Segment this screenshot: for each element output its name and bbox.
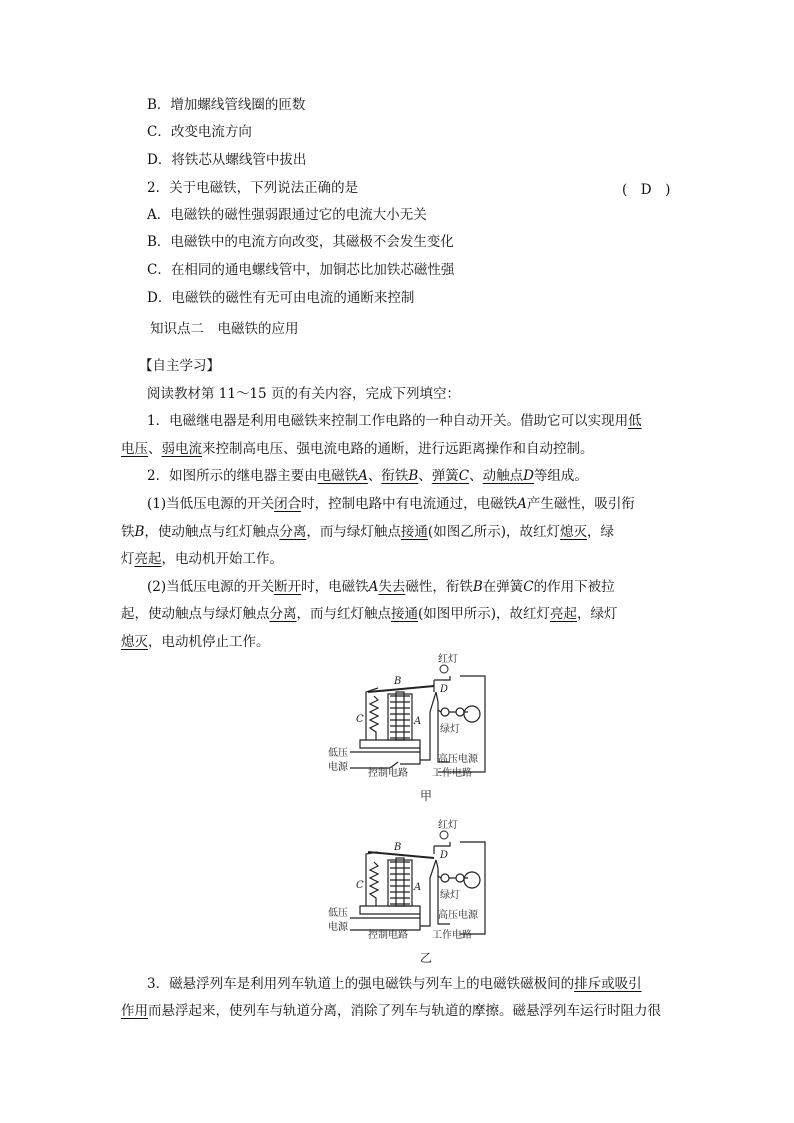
q2-option-d: D．电磁铁的磁性有无可由电流的通断来控制 [147,290,415,306]
blank-repel-or-attract-cont: 作用 [121,1003,148,1019]
label-work-circuit: 工作电路 [432,930,472,941]
blank-spring: 弹簧C [431,468,470,484]
option-d: D．将铁芯从螺线管中拔出 [147,152,307,168]
q2-option-a: A．电磁铁的磁性强弱跟通过它的电流大小无关 [147,207,427,223]
paragraph-4-line-2: 起，使动触点与绿灯触点分离，而与红灯触点接通(如图甲所示)，故红灯亮起，绿灯 [121,606,618,622]
blank-connect-1: 接通 [400,524,428,540]
relay-diagram-jia [320,652,510,812]
blank-weak-current: 弱电流 [161,441,202,457]
blank-armature: 衔铁B [381,468,419,484]
label-red-lamp: 红灯 [438,820,458,831]
label-b: B [394,676,402,687]
label-d: D [440,684,449,695]
q2-option-c: C．在相同的通电螺线管中，加铜芯比加铁芯磁性强 [147,262,455,278]
blank-separate-2: 分离 [269,606,297,622]
paragraph-3-line-3: 灯亮起，电动机开始工作。 [121,551,283,567]
paragraph-1-line-1: 1．电磁继电器是利用电磁铁来控制工作电路的一种自动开关。借助它可以实现用低 [147,413,642,429]
label-work-circuit: 工作电路 [432,768,472,779]
paragraph-1-line-2: 电压、弱电流来控制高电压、强电流电路的通断，进行远距离操作和自动控制。 [121,441,594,457]
label-a: A [414,882,422,893]
blank-off-1: 熄灭 [559,524,587,540]
label-high-voltage: 高压电源 [438,754,478,765]
question-2-answer: ( D ) [622,182,671,198]
label-low-voltage-2: 电源 [328,922,348,933]
paragraph-5-line-2: 作用而悬浮起来，使列车与轨道分离，消除了列车与轨道的摩擦。磁悬浮列车运行时阻力很 [121,1003,661,1019]
label-low-voltage-1: 低压 [328,908,348,919]
label-c: C [356,880,364,891]
label-c: C [356,714,364,725]
q2-option-b: B．电磁铁中的电流方向改变，其磁极不会发生变化 [147,234,454,250]
blank-lose: 失去 [378,579,406,595]
blank-repel-or-attract: 排斥或吸引 [574,976,642,992]
label-control-circuit: 控制电路 [368,768,408,779]
paragraph-2: 2．如图所示的继电器主要由电磁铁A、衔铁B、弹簧C、动触点D等组成。 [147,468,588,484]
blank-contact: 动触点D [482,468,534,484]
blank-voltage: 电压 [121,441,148,457]
label-green-lamp: 绿灯 [440,724,460,735]
blank-closed: 闭合 [274,496,302,512]
figure-caption-yi: 乙 [420,951,433,965]
paragraph-4-line-3: 熄灭，电动机停止工作。 [121,634,270,650]
blank-on-2: 亮起 [550,606,578,622]
blank-open: 断开 [274,579,302,595]
blank-connect-2: 接通 [391,606,418,622]
label-high-voltage: 高压电源 [438,910,478,921]
intro-text: 阅读教材第 11～15 页的有关内容，完成下列填空： [147,386,460,402]
option-c: C．改变电流方向 [147,124,252,140]
label-control-circuit: 控制电路 [368,930,408,941]
label-green-lamp: 绿灯 [440,890,460,901]
blank-separate-1: 分离 [279,524,307,540]
paragraph-4-line-1: (2)当低压电源的开关断开时，电磁铁A失去磁性，衔铁B在弹簧C的作用下被拉 [147,579,615,595]
section-title: 知识点二 电磁铁的应用 [150,321,299,337]
question-2-stem: 2．关于电磁铁，下列说法正确的是 [147,180,359,196]
label-d: D [440,850,449,861]
blank-on-1: 亮起 [134,551,162,567]
self-study-heading: 【自主学习】 [139,358,220,374]
label-low-voltage-2: 电源 [328,762,348,773]
paragraph-3-line-2: 铁B，使动触点与红灯触点分离，而与绿灯触点接通(如图乙所示)，故红灯熄灭，绿 [121,524,614,540]
relay-diagram-yi [320,818,510,968]
label-a: A [414,716,422,727]
blank-off-2: 熄灭 [121,634,148,650]
figure-caption-jia: 甲 [420,789,433,803]
paragraph-5-line-1: 3．磁悬浮列车是利用列车轨道上的强电磁铁与列车上的电磁铁磁极间的排斥或吸引 [147,976,642,992]
option-b: B．增加螺线管线圈的匝数 [147,97,306,113]
blank-electromagnet: 电磁铁A [317,468,368,484]
blank-low: 低 [628,413,642,429]
paragraph-3-line-1: (1)当低压电源的开关闭合时，控制电路中有电流通过，电磁铁A产生磁性，吸引衔 [147,496,635,512]
label-low-voltage-1: 低压 [328,748,348,759]
label-red-lamp: 红灯 [438,654,458,665]
label-b: B [394,842,402,853]
